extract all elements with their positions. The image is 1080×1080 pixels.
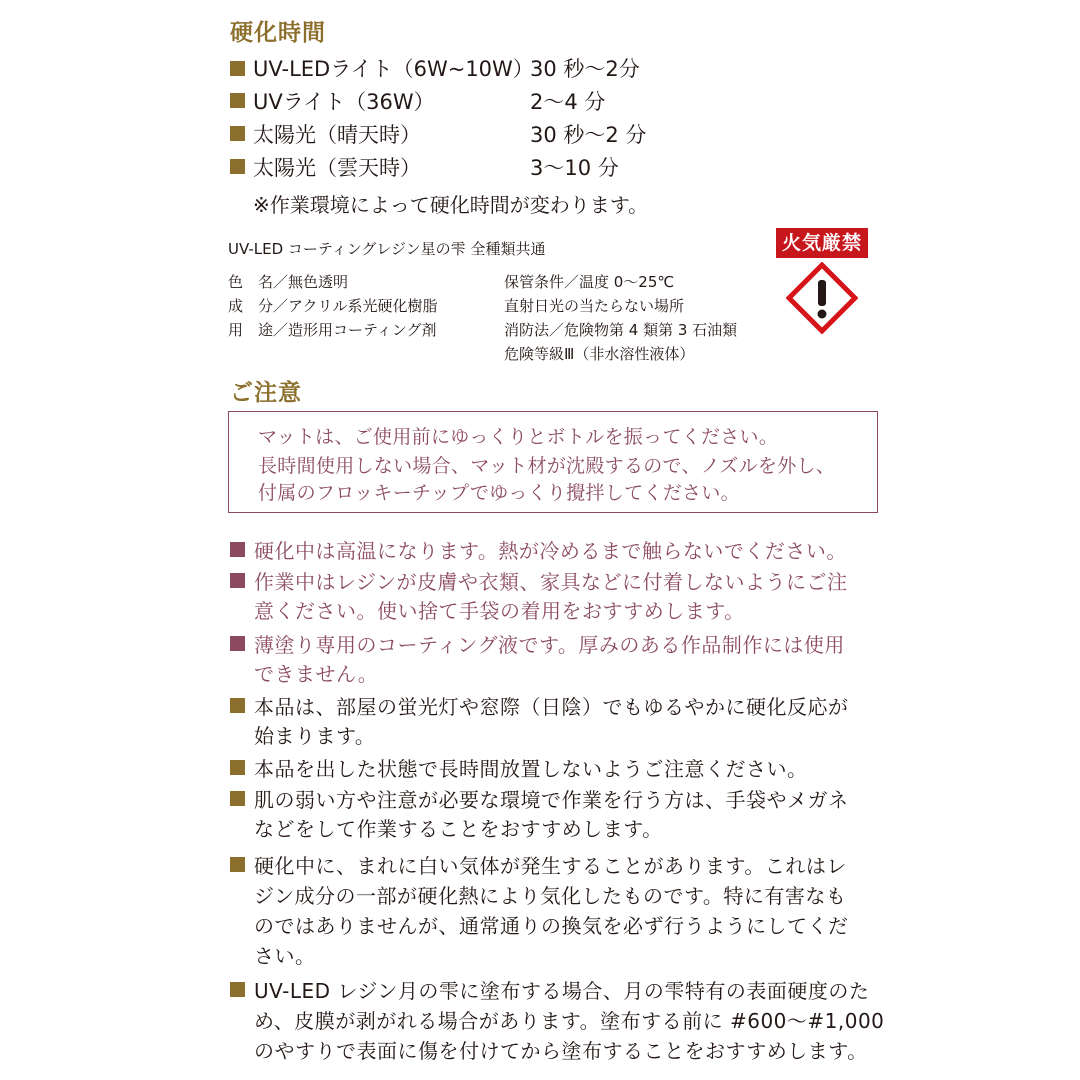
fire-prohibited-badge: 火気厳禁 [776,228,868,258]
curing-row-time: 30 秒～2 分 [530,123,647,147]
curing-row-label: UVライト（36W） [253,90,435,114]
curing-row-time: 30 秒～2分 [530,57,640,81]
caution-heading: ご注意 [230,380,302,406]
product-title: UV-LED コーティングレジン星の雫 全種類共通 [228,240,546,258]
exclamation-dot [818,310,827,319]
caution-line: 作業中はレジンが皮膚や衣類、家具などに付着しないようにご注 [254,570,848,594]
curing-row-label: 太陽光（雲天時） [253,156,421,180]
bullet-square [230,93,245,108]
curing-row-time: 3～10 分 [530,156,619,180]
note-line: 付属のフロッキーチップでゆっくり攪拌してください。 [258,482,740,504]
bullet-square [230,857,245,872]
spec-right: 危険等級Ⅲ（非水溶性液体） [504,345,695,363]
curing-row-label: UV-LEDライト（6W~10W） [253,57,534,81]
caution-line: 硬化中は高温になります。熱が冷めるまで触らないでください。 [254,539,847,563]
caution-line: 意ください。使い捨て手袋の着用をおすすめします。 [254,599,745,623]
curing-row-time: 2～4 分 [530,90,606,114]
spec-left: 色 名／無色透明 [228,273,349,291]
caution-line: め、皮膜が剥がれる場合があります。塗布する前に #600～#1,000 [254,1009,885,1033]
note-line: マットは、ご使用前にゆっくりとボトルを振ってください。 [258,426,779,448]
caution-line: のやすりで表面に傷を付けてから塗布することをおすすめします。 [254,1039,868,1063]
bullet-square [230,126,245,141]
spec-right: 直射日光の当たらない場所 [504,297,685,315]
bullet-square [230,573,245,588]
caution-line: 本品は、部屋の蛍光灯や窓際（日陰）でもゆるやかに硬化反応が [254,695,849,719]
spec-left: 用 途／造形用コーティング剤 [228,321,437,339]
spec-right: 保管条件／温度 0～25℃ [504,273,675,291]
bullet-square [230,760,245,775]
caution-line: 薄塗り専用のコーティング液です。厚みのある作品制作には使用 [254,633,845,657]
note-line: 長時間使用しない場合、マット材が沈殿するので、ノズルを外し、 [258,455,836,477]
caution-line: 本品を出した状態で長時間放置しないようご注意ください。 [254,757,808,781]
exclamation-diamond-icon [786,262,858,334]
bullet-square [230,61,245,76]
caution-line: できません。 [254,662,379,686]
bullet-square [230,698,245,713]
caution-line: 硬化中に、まれに白い気体が発生することがあります。これはレ [254,854,847,878]
spec-left: 成 分／アクリル系光硬化樹脂 [228,297,438,315]
curing-time-heading: 硬化時間 [230,20,326,46]
matte-note-box [228,411,878,513]
caution-line: などをして作業することをおすすめします。 [254,817,663,841]
caution-line: 肌の弱い方や注意が必要な環境で作業を行う方は、手袋やメガネ [254,788,849,812]
caution-line: UV-LED レジン月の雫に塗布する場合、月の雫特有の表面硬度のた [254,979,870,1003]
exclamation-bar [818,280,826,306]
caution-line: さい。 [254,944,316,968]
bullet-square [230,542,245,557]
bullet-square [230,791,245,806]
bullet-square [230,982,245,997]
bullet-square [230,159,245,174]
curing-note: ※作業環境によって硬化時間が変わります。 [253,193,649,217]
caution-line: のではありませんが、通常通りの換気を必ず行うようにしてくだ [254,914,849,938]
bullet-square [230,636,245,651]
curing-row-label: 太陽光（晴天時） [253,123,421,147]
caution-line: 始まります。 [254,724,376,748]
caution-line: ジン成分の一部が硬化熱により気化したものです。特に有害なも [254,884,847,908]
spec-right: 消防法／危険物第 4 類第 3 石油類 [504,321,738,339]
